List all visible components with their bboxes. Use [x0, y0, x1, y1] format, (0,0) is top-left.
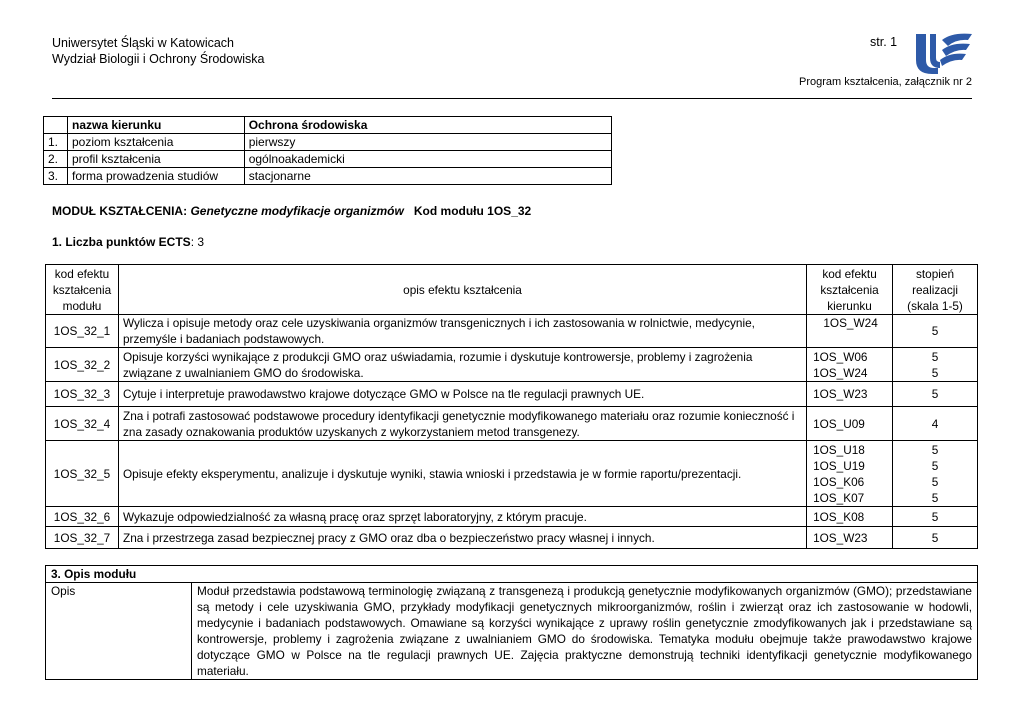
effect-level-item: 5: [931, 490, 939, 505]
study-info-table: [43, 116, 612, 185]
effects-header-row: [46, 265, 978, 315]
learning-effects-table: [45, 264, 978, 549]
effect-code: 1OS_32_2: [46, 348, 119, 382]
info-row: [44, 151, 612, 168]
module-description-title: 3. Opis modułu: [46, 566, 978, 583]
effect-field-code: 1OS_W23: [807, 527, 893, 549]
effect-description: Wykazuje odpowiedzialność za własną pracę oraz sprzęt laboratoryjny, z którym pracuje.: [118, 507, 806, 527]
effect-field-code-item: 1OS_K06: [813, 474, 865, 489]
effect-field-code-item: 1OS_U18: [813, 442, 865, 457]
info-row-num: 2.: [44, 151, 68, 168]
effect-code: 1OS_32_7: [46, 527, 119, 549]
effect-field-code-item: 1OS_W06: [813, 349, 868, 364]
document-header: [52, 35, 264, 67]
effect-level: 5: [893, 507, 978, 527]
col-header-field-code: kod efektu kształcenia kierunku: [807, 265, 893, 315]
ects-label: 1. Liczba punktów ECTS: [52, 235, 191, 249]
effect-row: [46, 382, 978, 407]
effect-code: 1OS_32_5: [46, 441, 119, 507]
info-row-value: stacjonarne: [244, 168, 611, 185]
program-annotation: Program kształcenia, załącznik nr 2: [798, 76, 972, 88]
info-row-label: profil kształcenia: [67, 151, 244, 168]
module-description-header-row: [46, 566, 978, 583]
module-description-text: Moduł przedstawia podstawową terminologię związaną z transgenezą i produkcją genetycznie modyfikowanych organizmów (GMO); przedstawiane są metody i cele uzyskiwania GMO, przykłady modyfikacji genetycznych mikroorganizmów, roślin i zwierząt oraz ich zastosowanie w hodowli, medycynie i badaniach podstawowych. Omawiane są korzyści wynikające z uprawy roślin genetycznie zmodyfikowanych jak i przedstawiane są kontrowersje, problemy i zagrożenia związane z uwalnianiem GMO do środowiska. Tematyka modułu obejmuje także prawodawstwo krajowe dotyczące GMO w Polsce na tle regulacji prawnych UE. Zajęcia praktyczne demonstrują techniki identyfikacji genetycznie modyfikowanego materiału.: [192, 583, 978, 680]
effect-level: 5: [893, 527, 978, 549]
effect-code: 1OS_32_6: [46, 507, 119, 527]
effect-field-code: 1OS_W23: [807, 382, 893, 407]
col-header-description: opis efektu kształcenia: [118, 265, 806, 315]
info-header-value: Ochrona środowiska: [244, 117, 611, 134]
effect-field-code-item: 1OS_K07: [813, 490, 865, 505]
effect-description: Opisuje efekty eksperymentu, analizuje i dyskutuje wyniki, stawia wnioski i przedstawia je w formie raportu/prezentacji.: [118, 441, 806, 507]
effect-code: 1OS_32_4: [46, 407, 119, 441]
effect-row: [46, 441, 978, 507]
effect-level-item: 5: [931, 458, 939, 473]
faculty-name: Wydział Biologii i Ochrony Środowiska: [52, 52, 265, 66]
effect-level-item: 5: [931, 474, 939, 489]
effect-row: [46, 407, 978, 441]
module-title: [52, 204, 531, 218]
module-prefix: MODUŁ KSZTAŁCENIA:: [52, 204, 188, 218]
effect-level-item: 5: [931, 365, 939, 380]
effect-description: Cytuje i interpretuje prawodawstwo krajowe dotyczące GMO w Polsce na tle regulacji prawnych UE.: [118, 382, 806, 407]
info-empty-cell: [44, 117, 68, 134]
info-row-value: ogólnoakademicki: [244, 151, 611, 168]
effect-field-code-item: 1OS_U19: [813, 458, 865, 473]
effect-level-item: 5: [931, 442, 939, 457]
effect-row: [46, 348, 978, 382]
info-row-label: poziom kształcenia: [67, 134, 244, 151]
info-row: [44, 168, 612, 185]
university-logo-icon: [912, 30, 974, 76]
effect-description: Opisuje korzyści wynikające z produkcji GMO oraz uświadamia, rozumie i dyskutuje kontrowersje, problemy i zagrożenia związane z uwalnianiem GMO do środowiska.: [118, 348, 806, 382]
university-name: Uniwersytet Śląski w Katowicach: [52, 36, 235, 50]
effect-description: Zna i potrafi zastosować podstawowe procedury identyfikacji genetycznie modyfikowanego materiału oraz rozumie konieczność i zna zasady oznakowania produktów uzyskanych z wykorzystaniem metod transgenezy.: [118, 407, 806, 441]
info-row-num: 3.: [44, 168, 68, 185]
effect-level-item: 5: [931, 349, 939, 364]
effect-level: 5: [893, 382, 978, 407]
module-description-row: [46, 583, 978, 680]
effect-level: [893, 441, 978, 507]
info-row: [44, 134, 612, 151]
effect-level: [893, 348, 978, 382]
effect-field-code: 1OS_U09: [807, 407, 893, 441]
effect-description: Zna i przestrzega zasad bezpiecznej pracy z GMO oraz dba o bezpieczeństwo pracy własnej i innych.: [118, 527, 806, 549]
col-header-module-code: kod efektu kształcenia modułu: [46, 265, 119, 315]
module-description-label: Opis: [46, 583, 192, 680]
module-name: Genetyczne modyfikacje organizmów: [190, 204, 404, 218]
effect-row: [46, 315, 978, 348]
effect-row: [46, 507, 978, 527]
effect-code: 1OS_32_1: [46, 315, 119, 348]
effect-field-code: 1OS_K08: [807, 507, 893, 527]
info-row-num: 1.: [44, 134, 68, 151]
effect-row: [46, 527, 978, 549]
page-number: str. 1: [870, 35, 898, 49]
effect-level: 4: [893, 407, 978, 441]
info-header-row: [44, 117, 612, 134]
effect-field-code: [807, 441, 893, 507]
ects-value: : 3: [190, 235, 205, 249]
ects-line: [52, 235, 204, 249]
effect-code: 1OS_32_3: [46, 382, 119, 407]
info-row-label: forma prowadzenia studiów: [67, 168, 244, 185]
effect-field-code: 1OS_W24: [807, 315, 893, 348]
info-header-label: nazwa kierunku: [67, 117, 244, 134]
module-description-table: [45, 565, 978, 680]
effect-field-code: [807, 348, 893, 382]
info-row-value: pierwszy: [244, 134, 611, 151]
effect-field-code-item: 1OS_W24: [813, 365, 868, 380]
module-code: Kod modułu 1OS_32: [413, 204, 532, 218]
col-header-level: stopień realizacji (skala 1-5): [893, 265, 978, 315]
effect-description: Wylicza i opisuje metody oraz cele uzyskiwania organizmów transgenicznych i ich zastosowania w rolnictwie, medycynie, przemyśle i badaniach podstawowych.: [118, 315, 806, 348]
effect-level: 5: [893, 315, 978, 348]
header-divider: [52, 98, 972, 99]
